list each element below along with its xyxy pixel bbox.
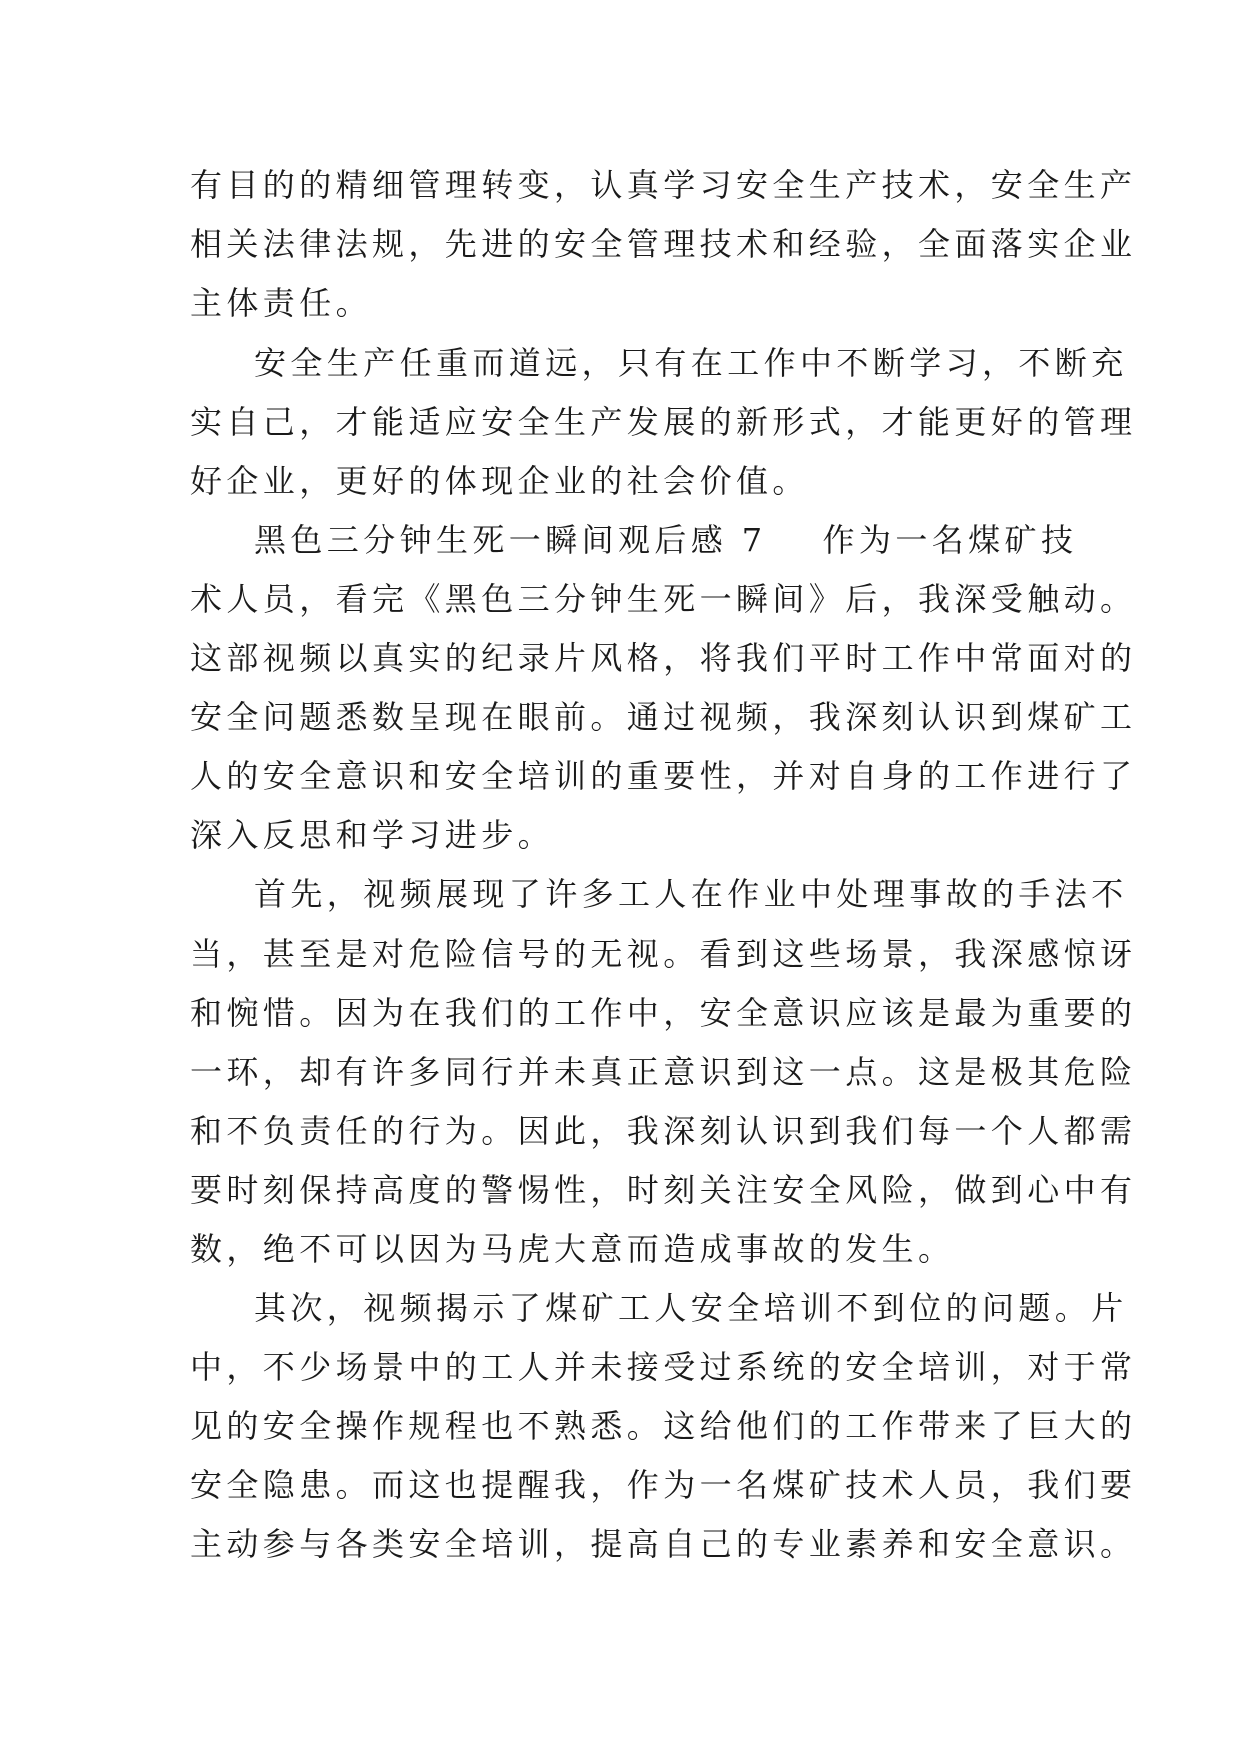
text-line: 要时刻保持高度的警惕性，时刻关注安全风险，做到心中有 <box>190 1171 1137 1209</box>
text-line: 相关法律法规，先进的安全管理技术和经验，全面落实企业 <box>190 225 1137 263</box>
text-line: 实自己，才能适应安全生产发展的新形式，才能更好的管理 <box>190 403 1137 441</box>
text-line: 有目的的精细管理转变，认真学习安全生产技术，安全生产 <box>190 166 1137 204</box>
text-line: 这部视频以真实的纪录片风格，将我们平时工作中常面对的 <box>190 639 1137 677</box>
text-line: 深入反思和学习进步。 <box>190 816 555 854</box>
text-line: 和不负责任的行为。因此，我深刻认识到我们每一个人都需 <box>190 1112 1137 1150</box>
text-line: 和惋惜。因为在我们的工作中，安全意识应该是最为重要的 <box>190 994 1137 1032</box>
heading-tail-text: 作为一名煤矿技 <box>822 521 1078 559</box>
text-line: 好企业，更好的体现企业的社会价值。 <box>190 462 809 500</box>
text-line: 一环，却有许多同行并未真正意识到这一点。这是极其危险 <box>190 1053 1137 1091</box>
text-line: 当，甚至是对危险信号的无视。看到这些场景，我深感惊讶 <box>190 935 1137 973</box>
text-line: 术人员，看完《黑色三分钟生死一瞬间》后，我深受触动。 <box>190 580 1137 618</box>
text-line: 人的安全意识和安全培训的重要性，并对自身的工作进行了 <box>190 757 1137 795</box>
section-heading: 黑色三分钟生死一瞬间观后感 7 <box>254 521 767 559</box>
text-line: 安全问题悉数呈现在眼前。通过视频，我深刻认识到煤矿工 <box>190 698 1137 736</box>
text-line: 安全生产任重而道远，只有在工作中不断学习，不断充 <box>254 344 1128 382</box>
section-heading-line <box>254 520 1154 560</box>
text-line: 其次，视频揭示了煤矿工人安全培训不到位的问题。片 <box>254 1289 1128 1327</box>
text-line: 首先，视频展现了许多工人在作业中处理事故的手法不 <box>254 875 1128 913</box>
text-line: 中，不少场景中的工人并未接受过系统的安全培训，对于常 <box>190 1348 1137 1386</box>
text-line: 见的安全操作规程也不熟悉。这给他们的工作带来了巨大的 <box>190 1407 1137 1445</box>
text-line: 数，绝不可以因为马虎大意而造成事故的发生。 <box>190 1230 955 1268</box>
text-line: 主体责任。 <box>190 284 373 322</box>
text-line: 安全隐患。而这也提醒我，作为一名煤矿技术人员，我们要 <box>190 1466 1137 1504</box>
text-line: 主动参与各类安全培训，提高自己的专业素养和安全意识。 <box>190 1525 1137 1563</box>
